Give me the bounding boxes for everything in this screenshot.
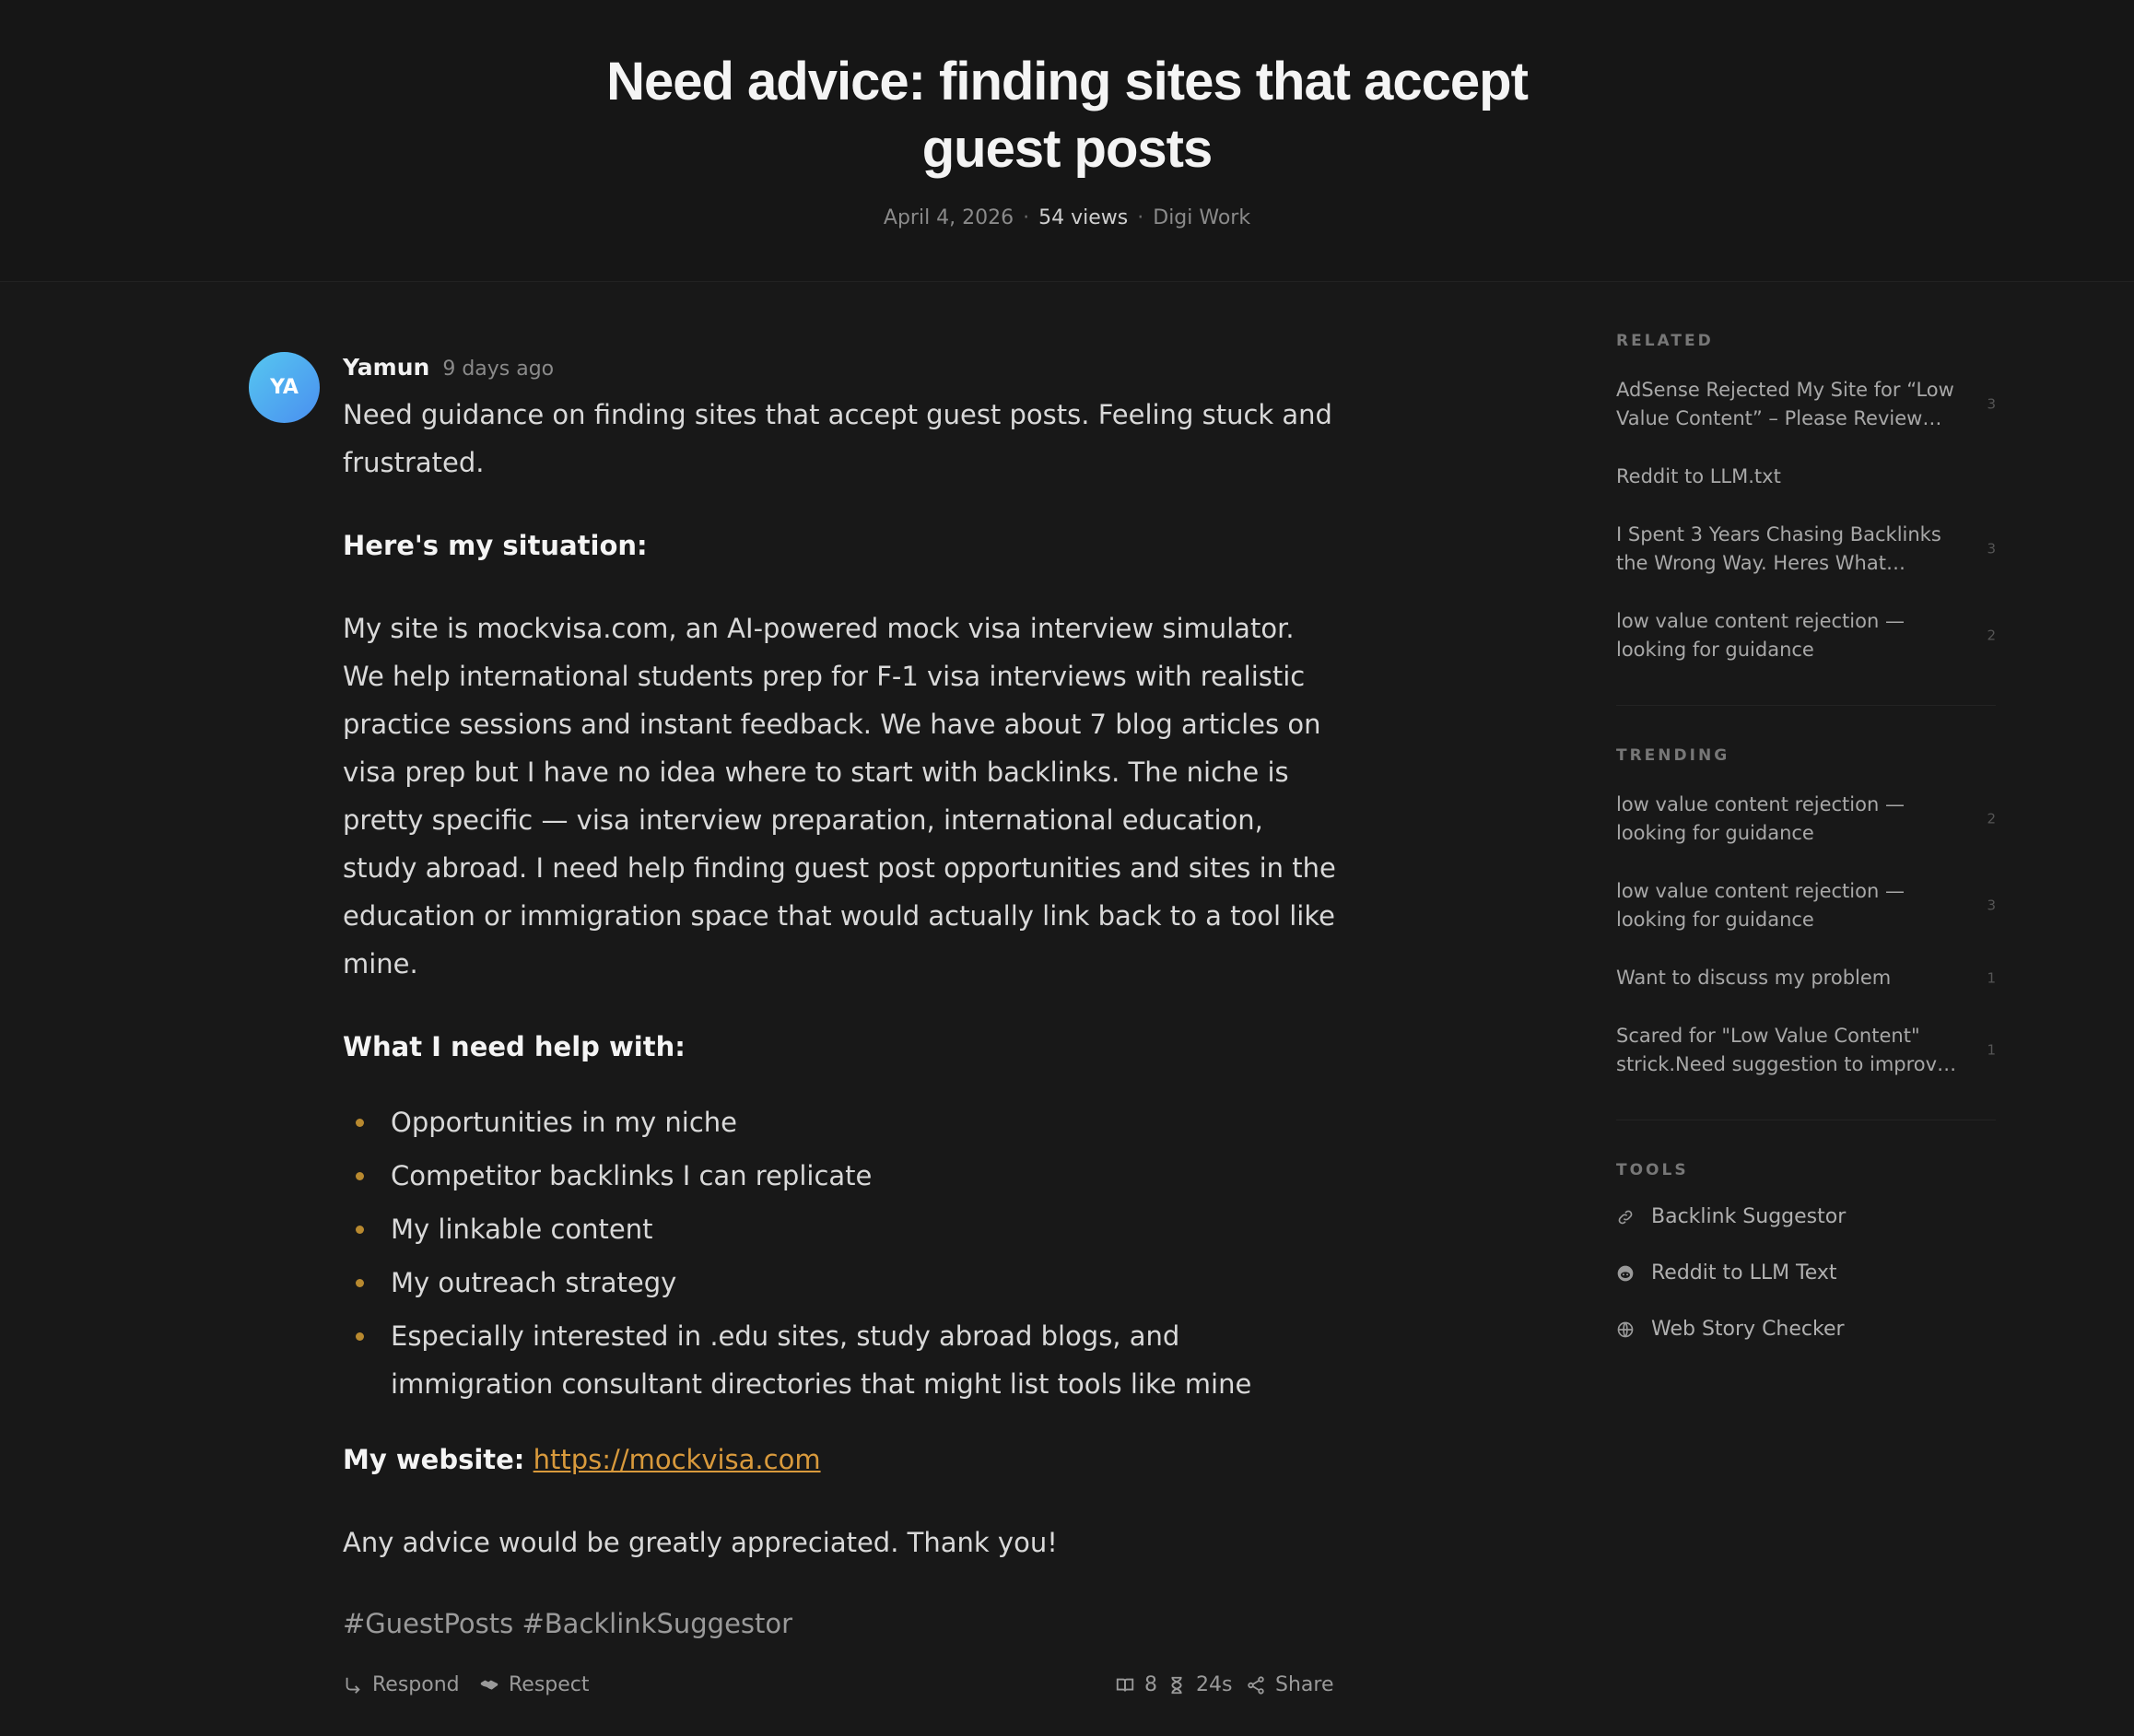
sidebar [1616, 332, 1996, 1374]
help-list [343, 1098, 1338, 1408]
list-item: My outreach strategy [343, 1259, 1338, 1307]
related-section [1616, 332, 1996, 706]
trending-item[interactable]: Scared for "Low Value Content" strick.Need suggestion to improv… 1 [1616, 1025, 1996, 1075]
post-body [343, 354, 1338, 1648]
tool-web-story-checker[interactable]: Web Story Checker [1616, 1318, 1996, 1341]
reddit-icon [1616, 1264, 1635, 1283]
related-item[interactable]: low value content rejection — looking for guidance 2 [1616, 610, 1996, 661]
trending-section [1616, 746, 1996, 1120]
related-title: RELATED [1616, 332, 1714, 350]
post-closing: Any advice would be greatly appreciated. Thank you! [343, 1527, 1058, 1558]
help-heading: What I need help with: [343, 1031, 686, 1062]
tool-backlink-suggestor[interactable]: Backlink Suggestor [1616, 1205, 1996, 1228]
post-date: April 4, 2026 [883, 206, 1014, 229]
list-item: Especially interested in .edu sites, study abroad blogs, and immigration consultant directories that might list tools like mine [343, 1312, 1338, 1408]
website-label: My website: [343, 1444, 525, 1475]
category-link[interactable]: Digi Work [1153, 206, 1251, 229]
page-title: Need advice: finding sites that accept guest posts [606, 52, 1528, 179]
related-item[interactable]: Reddit to LLM.txt [1616, 465, 1781, 487]
share-button[interactable]: Share [1246, 1673, 1334, 1696]
trending-item[interactable]: low value content rejection — looking for guidance 2 [1616, 793, 1996, 844]
globe-icon [1616, 1320, 1635, 1339]
trending-item[interactable]: Want to discuss my problem 1 [1616, 967, 1996, 989]
list-item: Competitor backlinks I can replicate [343, 1152, 1338, 1200]
read-time: 24s [1167, 1673, 1232, 1696]
website-line [343, 1436, 1338, 1484]
avatar[interactable]: YA [249, 352, 320, 423]
respond-button[interactable]: Respond [343, 1673, 460, 1696]
website-link[interactable]: https://mockvisa.com [533, 1444, 821, 1475]
post-tags[interactable]: #GuestPosts #BacklinkSuggestor [343, 1608, 793, 1639]
tools-title: TOOLS [1616, 1161, 1689, 1179]
post-meta: April 4, 2026 · 54 views · Digi Work [883, 206, 1251, 229]
tool-reddit-to-llm[interactable]: Reddit to LLM Text [1616, 1261, 1996, 1284]
situation-body: My site is mockvisa.com, an AI-powered mock visa interview simulator. We help international students prep for F-1 visa interviews with realistic practice sessions and instant feedback. We have about 7 blog articles on visa prep but I have no idea where to start with backlinks. The niche is pretty specific — visa interview preparation, international education, study abroad. I need help finding guest post opportunities and sites in the education or immigration space that would actually link back to a tool like mine. [343, 613, 1336, 979]
respect-button[interactable]: Respect [479, 1673, 590, 1696]
post-intro: Need guidance on finding sites that accept guest posts. Feeling stuck and frustrated. [343, 399, 1332, 478]
post-actions [343, 1673, 1336, 1707]
book-icon [1115, 1675, 1135, 1695]
read-count: 8 [1115, 1673, 1157, 1696]
tools-section [1616, 1161, 1996, 1341]
trending-title: TRENDING [1616, 746, 1730, 765]
trending-item[interactable]: low value content rejection — looking for guidance 3 [1616, 880, 1996, 931]
share-icon [1246, 1675, 1266, 1695]
view-count: 54 views [1038, 206, 1129, 229]
related-item[interactable]: I Spent 3 Years Chasing Backlinks the Wrong Way. Heres What… 3 [1616, 523, 1996, 574]
situation-heading: Here's my situation: [343, 530, 648, 561]
author-name[interactable]: Yamun [343, 354, 430, 381]
link-icon [1616, 1208, 1635, 1226]
reply-arrow-icon [343, 1675, 363, 1695]
hourglass-icon [1167, 1675, 1187, 1695]
list-item: My linkable content [343, 1205, 1338, 1253]
post-time: 9 days ago [442, 358, 555, 381]
related-item[interactable]: AdSense Rejected My Site for “Low Value Content” – Please Review… 3 [1616, 379, 1996, 429]
page-header [0, 0, 2134, 282]
list-item: Opportunities in my niche [343, 1098, 1338, 1146]
handshake-icon [479, 1675, 499, 1695]
